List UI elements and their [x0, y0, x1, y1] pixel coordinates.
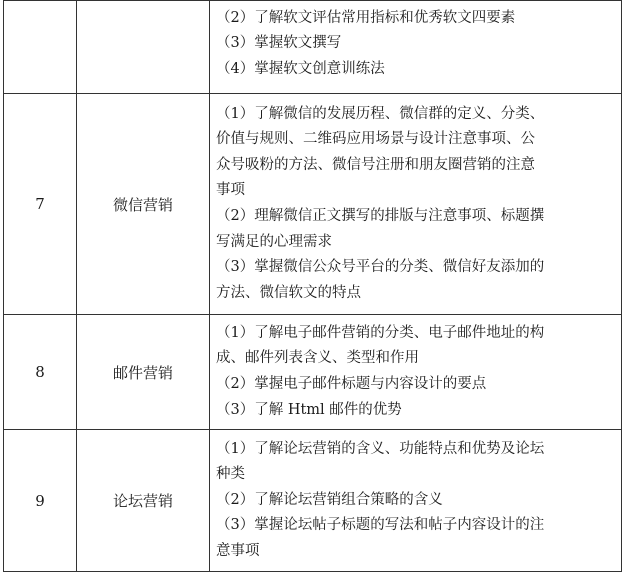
content-line: （1）了解论坛营销的含义、功能特点和优势及论坛: [216, 440, 545, 457]
row-topic: 微信营销: [77, 94, 210, 315]
table-row: [4, 430, 622, 572]
table-row: [4, 315, 622, 430]
content-line: 成、邮件列表含义、类型和作用: [216, 350, 419, 367]
content-line: （3）掌握论坛帖子标题的写法和帖子内容设计的注: [216, 517, 545, 534]
row-content: [210, 430, 622, 572]
row-number: 8: [4, 315, 77, 430]
row-content: [210, 94, 622, 315]
table-row: [4, 1, 622, 94]
content-line: （1）了解微信的发展历程、微信群的定义、分类、: [216, 105, 545, 122]
row-content: [210, 315, 622, 430]
content-line: （1）了解电子邮件营销的分类、电子邮件地址的构: [216, 324, 545, 341]
row-topic: 邮件营销: [77, 315, 210, 430]
content-line: （3）了解 Html 邮件的优势: [216, 401, 402, 418]
row-topic: 论坛营销: [77, 430, 210, 572]
content-line: 事项: [216, 182, 245, 199]
content-line: （3）掌握软文撰写: [216, 35, 342, 52]
row-number: 7: [4, 94, 77, 315]
row-topic: [77, 1, 210, 94]
row-content: [210, 1, 622, 94]
content-line: 方法、微信软文的特点: [216, 284, 361, 301]
content-line: 众号吸粉的方法、微信号注册和朋友圈营销的注意: [216, 156, 535, 173]
content-line: 种类: [216, 466, 245, 483]
curriculum-table: [3, 0, 622, 572]
content-line: （4）掌握软文创意训练法: [216, 60, 385, 77]
table-row: [4, 94, 622, 315]
content-line: 意事项: [216, 542, 260, 559]
content-line: 价值与规则、二维码应用场景与设计注意事项、公: [216, 131, 535, 148]
content-line: （2）了解论坛营销组合策略的含义: [216, 491, 443, 508]
content-line: （3）掌握微信公众号平台的分类、微信好友添加的: [216, 259, 545, 276]
row-number: 9: [4, 430, 77, 572]
row-number: [4, 1, 77, 94]
curriculum-table-body: [4, 1, 622, 572]
content-line: （2）理解微信正文撰写的排版与注意事项、标题撰: [216, 208, 545, 224]
content-line: （2）了解软文评估常用指标和优秀软文四要素: [216, 9, 516, 26]
content-line: （2）掌握电子邮件标题与内容设计的要点: [216, 376, 487, 392]
content-line: 写满足的心理需求: [216, 233, 332, 250]
